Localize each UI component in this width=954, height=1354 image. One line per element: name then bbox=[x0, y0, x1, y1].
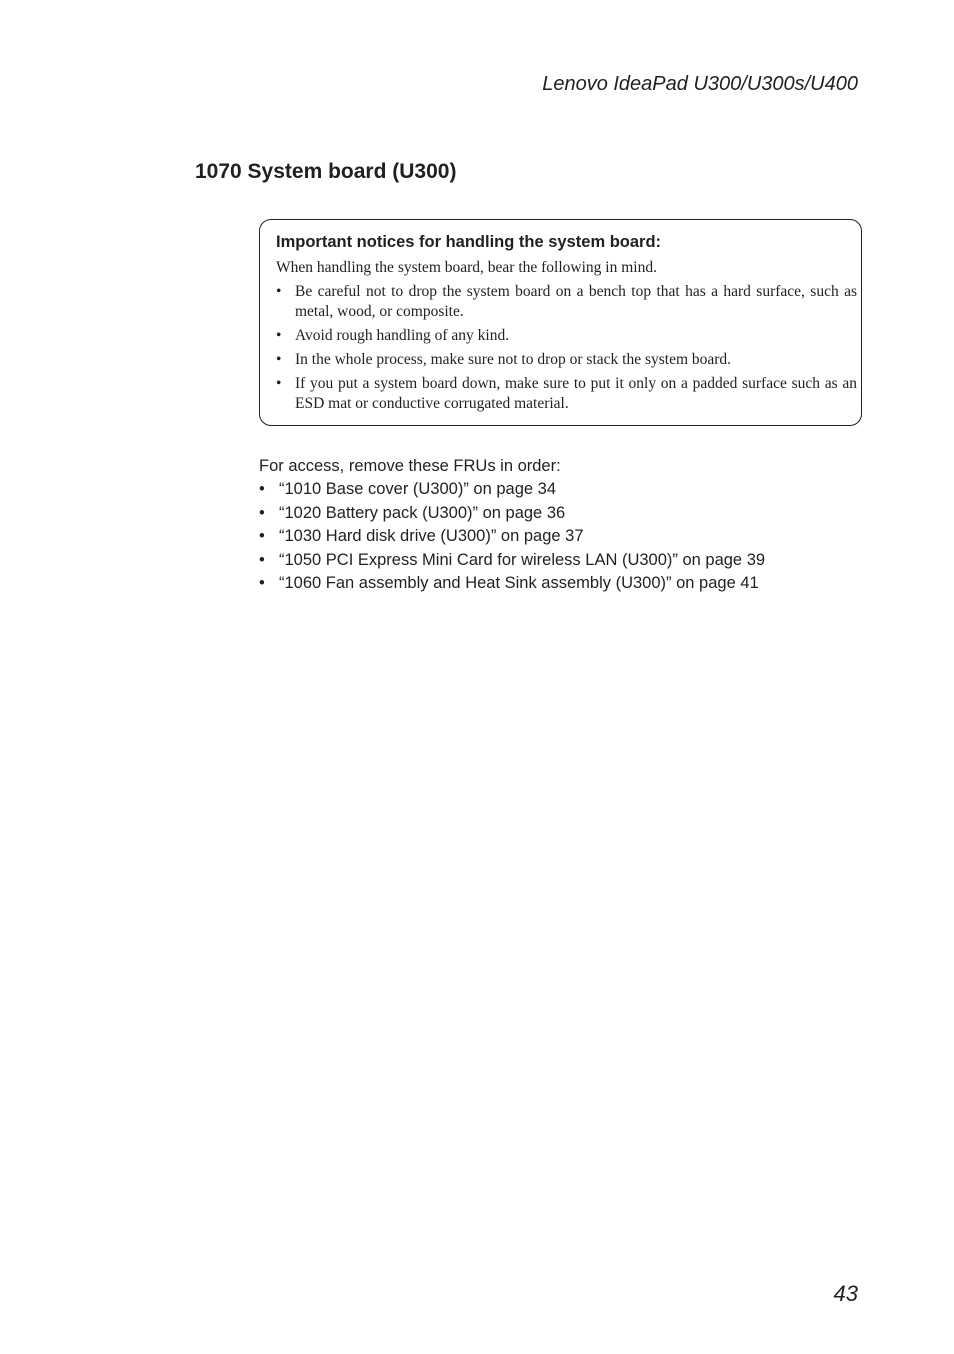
fru-reference: “1010 Base cover (U300)” on page 34 bbox=[279, 480, 557, 498]
fru-list-item bbox=[259, 572, 765, 596]
bullet-icon: • bbox=[259, 480, 265, 498]
notice-item bbox=[276, 350, 857, 370]
page-number: 43 bbox=[833, 1281, 858, 1306]
notice-intro: When handling the system board, bear the following in mind. bbox=[276, 259, 657, 276]
running-header: Lenovo IdeaPad U300/U300s/U400 bbox=[542, 73, 858, 95]
bullet-icon: • bbox=[259, 550, 265, 569]
bullet-icon: • bbox=[276, 351, 282, 368]
fru-reference: “1020 Battery pack (U300)” on page 36 bbox=[279, 503, 566, 522]
fru-list-item bbox=[259, 549, 765, 573]
bullet-icon: • bbox=[259, 503, 265, 522]
fru-list-item bbox=[259, 478, 765, 502]
notice-item-text: If you put a system board down, make sure to put it only on a padded surface such as an ESD mat or conductive corrugated material. bbox=[295, 375, 857, 412]
bullet-icon: • bbox=[276, 375, 282, 392]
fru-list-item bbox=[259, 502, 765, 526]
notice-item bbox=[276, 374, 857, 414]
notice-box bbox=[259, 219, 862, 426]
bullet-icon: • bbox=[276, 283, 282, 300]
bullet-icon: • bbox=[276, 327, 282, 344]
fru-list-item bbox=[259, 525, 765, 549]
notice-item-text: Be careful not to drop the system board on a bench top that has a hard surface, such as metal, wood, or composite. bbox=[295, 283, 857, 320]
notice-item bbox=[276, 326, 857, 346]
notice-item-text: In the whole process, make sure not to drop or stack the system board. bbox=[295, 351, 732, 368]
fru-reference: “1060 Fan assembly and Heat Sink assembly (U300)” on page 41 bbox=[279, 574, 759, 593]
notice-list bbox=[276, 282, 857, 414]
fru-reference: “1030 Hard disk drive (U300)” on page 37 bbox=[279, 527, 584, 546]
section-title: 1070 System board (U300) bbox=[195, 160, 457, 183]
notice-item bbox=[276, 282, 857, 322]
fru-list bbox=[259, 478, 765, 596]
access-intro: For access, remove these FRUs in order: bbox=[259, 457, 561, 475]
notice-heading: Important notices for handling the system board: bbox=[276, 233, 662, 251]
fru-reference: “1050 PCI Express Mini Card for wireless LAN (U300)” on page 39 bbox=[279, 550, 766, 569]
bullet-icon: • bbox=[259, 527, 265, 546]
notice-item-text: Avoid rough handling of any kind. bbox=[295, 327, 510, 344]
bullet-icon: • bbox=[259, 574, 265, 593]
